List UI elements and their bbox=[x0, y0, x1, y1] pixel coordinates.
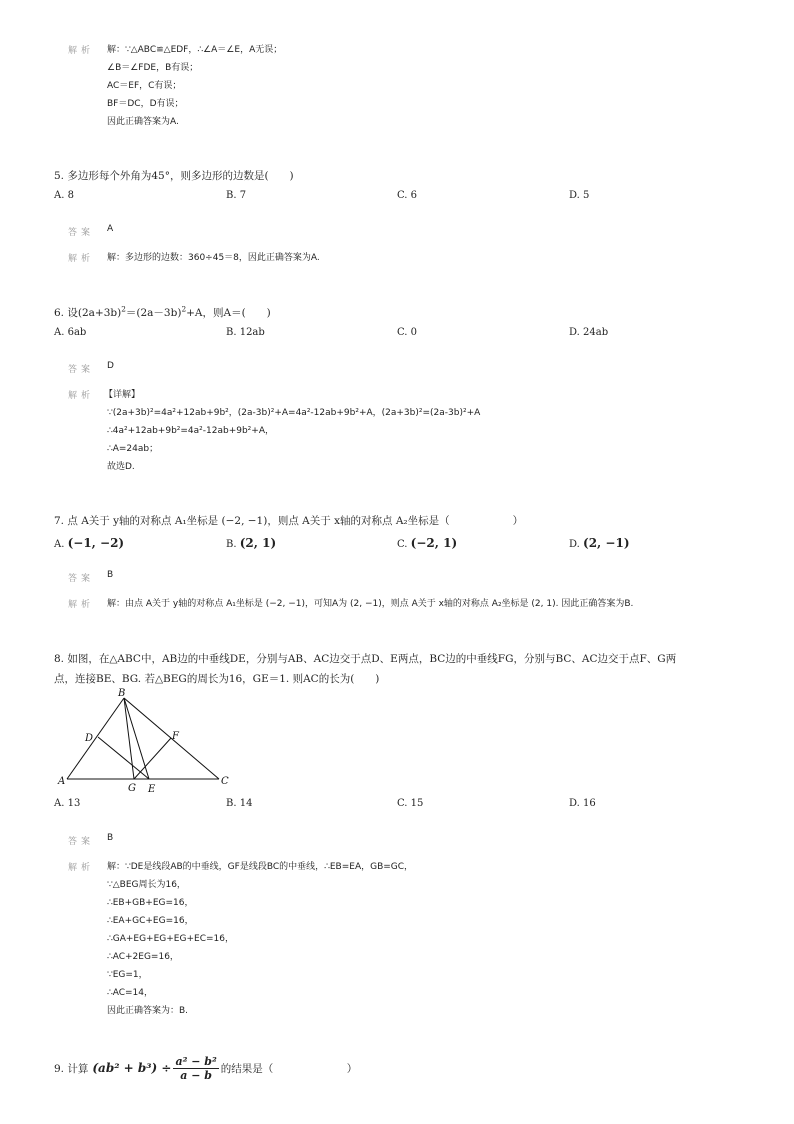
q6-line: 故选D. bbox=[107, 462, 135, 472]
q7-option-c: C. (−2, 1) bbox=[397, 536, 458, 550]
q4-line: 解：∵△ABC≌△EDF，∴∠A＝∠E，A无误； bbox=[107, 45, 283, 55]
q6-answer: D bbox=[107, 361, 114, 371]
point-label-g: G bbox=[128, 783, 136, 794]
q6-line: ∵(2a+3b)²=4a²+12ab+9b²，(2a-3b)²+A=4a²-12ab+9b²+A，(2a+3b)²=(2a-3b)²+A bbox=[107, 408, 481, 418]
analysis-label: 解析 bbox=[68, 391, 95, 401]
q8-line: 因此正确答案为：B. bbox=[107, 1006, 189, 1016]
point-label-b: B bbox=[118, 688, 126, 699]
q8-line: ∵EG=1， bbox=[107, 970, 148, 980]
q6-option-c: C. 0 bbox=[397, 327, 418, 338]
point-label-a: A bbox=[58, 776, 66, 787]
q8-line: ∴AC=14， bbox=[107, 988, 154, 998]
q5-option-b: B. 7 bbox=[226, 190, 247, 201]
analysis-label: 解析 bbox=[68, 600, 95, 610]
q7-analysis: 解：由点 A关于 y轴的对称点 A₁坐标是 (−2, −1)，可知A为 (2, −1)，则点 A关于 x轴的对称点 A₂坐标是 (2, 1). 因此正确答案为B. bbox=[107, 599, 634, 609]
q8-option-a: A. 13 bbox=[54, 798, 81, 809]
q7-stem: 7. 点 A关于 y轴的对称点 A₁坐标是 (−2, −1)，则点 A关于 x轴的对称点 A₂坐标是（ ） bbox=[54, 515, 524, 527]
q8-option-d: D. 16 bbox=[569, 798, 596, 809]
answer-label: 答案 bbox=[68, 228, 95, 238]
answer-label: 答案 bbox=[68, 837, 95, 847]
q4-line: BF＝DC，D有误； bbox=[107, 99, 184, 109]
q7-option-d: D. (2, −1) bbox=[569, 536, 630, 550]
q8-line: ∵△BEG周长为16， bbox=[107, 880, 186, 890]
q8-option-c: C. 15 bbox=[397, 798, 424, 809]
q7-answer: B bbox=[107, 570, 114, 580]
q8-line: ∴EB+GB+EG=16， bbox=[107, 898, 194, 908]
q8-line: ∴EA+GC+EG=16， bbox=[107, 916, 194, 926]
q9-stem: 9. 计算 (ab² + b³) ÷ $\frac{\text{a² − b²}}{a - b}$ 的结果是（ ） bbox=[54, 1054, 358, 1082]
answer-label: 答案 bbox=[68, 365, 95, 375]
q6-stem: 6. 设$(2a+3b)^2=(2a-3b)^2+A$，则A＝( ) bbox=[54, 304, 271, 319]
q5-stem: 5. 多边形每个外角为45°，则多边形的边数是( ) bbox=[54, 170, 294, 182]
answer-label: 答案 bbox=[68, 574, 95, 584]
segment-be bbox=[124, 698, 149, 779]
point-label-f: F bbox=[172, 731, 179, 742]
point-label-e: E bbox=[148, 784, 156, 795]
q4-line: AC＝EF，C有误； bbox=[107, 81, 182, 91]
q6-line: ∴4a²+12ab+9b²=4a²-12ab+9b²+A， bbox=[107, 426, 274, 436]
q8-line: 解：∵DE是线段AB的中垂线，GF是线段BC的中垂线，∴EB=EA，GB=GC， bbox=[107, 862, 414, 872]
analysis-label: 解析 bbox=[68, 46, 95, 56]
q6-detail-title: 【详解】 bbox=[104, 390, 141, 400]
q8-answer: B bbox=[107, 833, 114, 843]
q6-option-b: B. 12ab bbox=[226, 327, 265, 338]
q5-option-d: D. 5 bbox=[569, 190, 590, 201]
analysis-label: 解析 bbox=[68, 863, 95, 873]
q6-line: ∴A=24ab； bbox=[107, 444, 159, 454]
triangle-figure bbox=[54, 686, 244, 796]
segment-ab bbox=[67, 698, 124, 779]
segment-de bbox=[98, 737, 149, 779]
q4-line: ∠B＝∠FDE，B有误； bbox=[107, 63, 199, 73]
q5-answer: A bbox=[107, 224, 114, 234]
point-label-d: D bbox=[85, 733, 94, 744]
analysis-label: 解析 bbox=[68, 254, 95, 264]
q9-fraction: $\frac{\text{a² − b²}}{a - b}$ bbox=[175, 1054, 217, 1082]
q8-line: ∴GA+EG+EG+EG+EC=16， bbox=[107, 934, 234, 944]
q6-option-a: A. 6ab bbox=[54, 327, 87, 338]
segment-fg bbox=[134, 738, 171, 779]
q8-option-b: B. 14 bbox=[226, 798, 253, 809]
point-label-c: C bbox=[221, 776, 229, 787]
segment-bg bbox=[124, 698, 134, 779]
q8-stem-line1: 8. 如图，在△ABC中，AB边的中垂线DE，分别与AB、AC边交于点D、E两点，BC边的中垂线FG，分别与BC、AC边交于点F、G两 bbox=[54, 653, 677, 665]
q8-line: ∴AC+2EG=16， bbox=[107, 952, 179, 962]
q7-option-a: A. (−1, −2) bbox=[54, 536, 125, 550]
q5-option-c: C. 6 bbox=[397, 190, 418, 201]
q5-option-a: A. 8 bbox=[54, 190, 74, 201]
q6-option-d: D. 24ab bbox=[569, 327, 609, 338]
q8-stem-line2: 点，连接BE、BG. 若△BEG的周长为16，GE＝1. 则AC的长为( ) bbox=[54, 673, 380, 685]
q5-analysis: 解：多边形的边数：360÷45＝8，因此正确答案为A. bbox=[107, 253, 320, 263]
q7-option-b: B. (2, 1) bbox=[226, 536, 277, 550]
q4-line: 因此正确答案为A. bbox=[107, 117, 179, 127]
